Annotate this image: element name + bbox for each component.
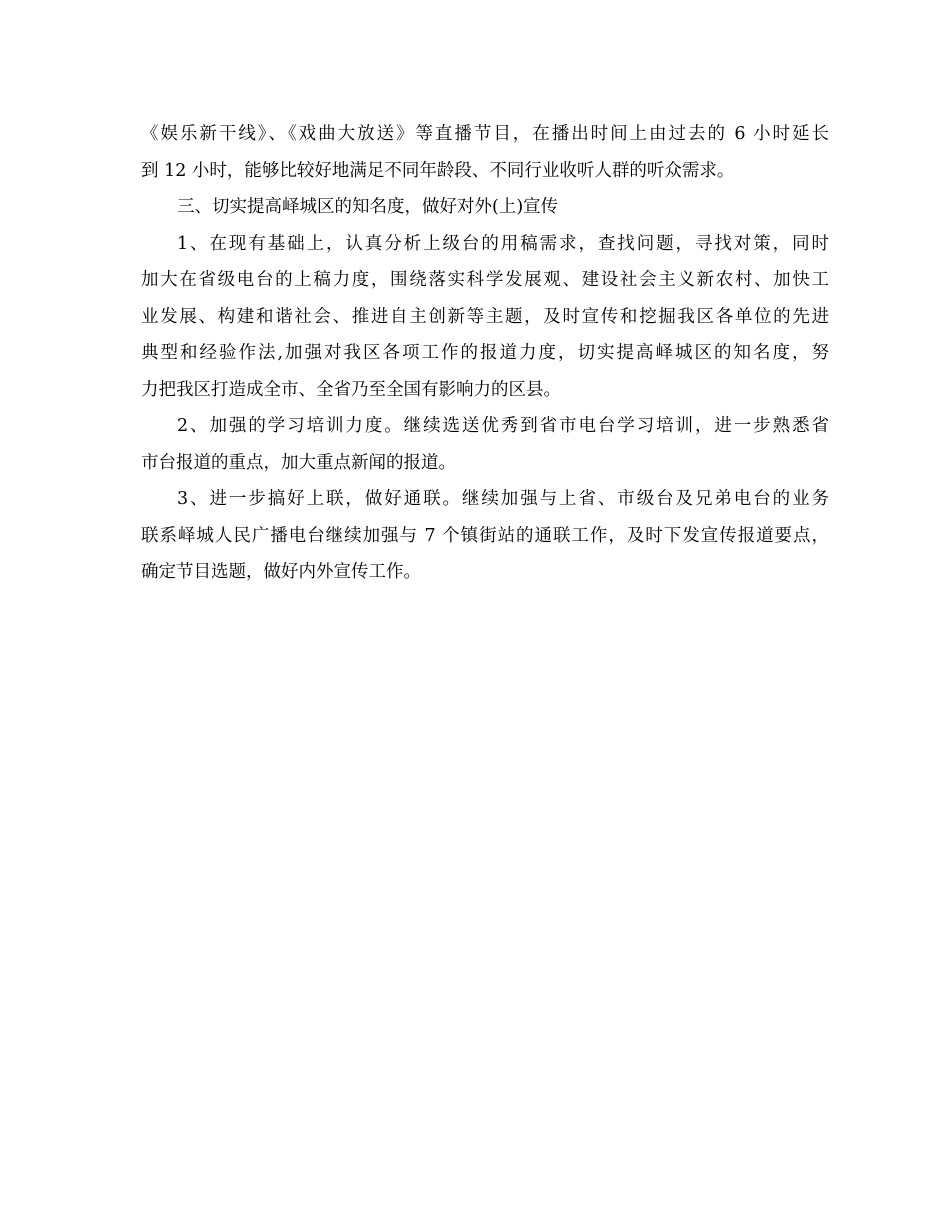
body-line: 2、加强的学习培训力度。继续选送优秀到省市电台学习培训，进一步熟悉省 <box>177 416 829 436</box>
body-line: 市台报道的重点，加大重点新闻的报道。 <box>141 452 456 473</box>
body-line: 力把我区打造成全市、全省乃至全国有影响力的区县。 <box>141 379 561 400</box>
document-body <box>141 116 829 591</box>
body-line: 确定节目选题，做好内外宣传工作。 <box>141 562 421 582</box>
body-line: 《娱乐新干线》、《戏曲大放送》等直播节目，在播出时间上由过去的 6 小时延长 <box>141 124 829 144</box>
section-heading: 三、切实提高峄城区的知名度，做好对外(上)宣传 <box>177 197 559 217</box>
body-line: 加大在省级电台的上稿力度，围绕落实科学发展观、建设社会主义新农村、加快工 <box>141 270 829 290</box>
body-line: 3、进一步搞好上联，做好通联。继续加强与上省、市级台及兄弟电台的业务 <box>177 489 829 509</box>
body-line: 到 12 小时，能够比较好地满足不同年龄段、不同行业收听人群的听众需求。 <box>141 160 735 181</box>
body-line: 1、在现有基础上，认真分析上级台的用稿需求，查找问题，寻找对策，同时 <box>177 233 829 254</box>
body-line: 典型和经验作法,加强对我区各项工作的报道力度，切实提高峄城区的知名度，努 <box>141 343 829 363</box>
body-line: 业发展、构建和谐社会、推进自主创新等主题，及时宣传和挖掘我区各单位的先进 <box>141 306 829 327</box>
body-line: 联系峄城人民广播电台继续加强与 7 个镇街站的通联工作，及时下发宣传报道要点， <box>141 525 829 546</box>
